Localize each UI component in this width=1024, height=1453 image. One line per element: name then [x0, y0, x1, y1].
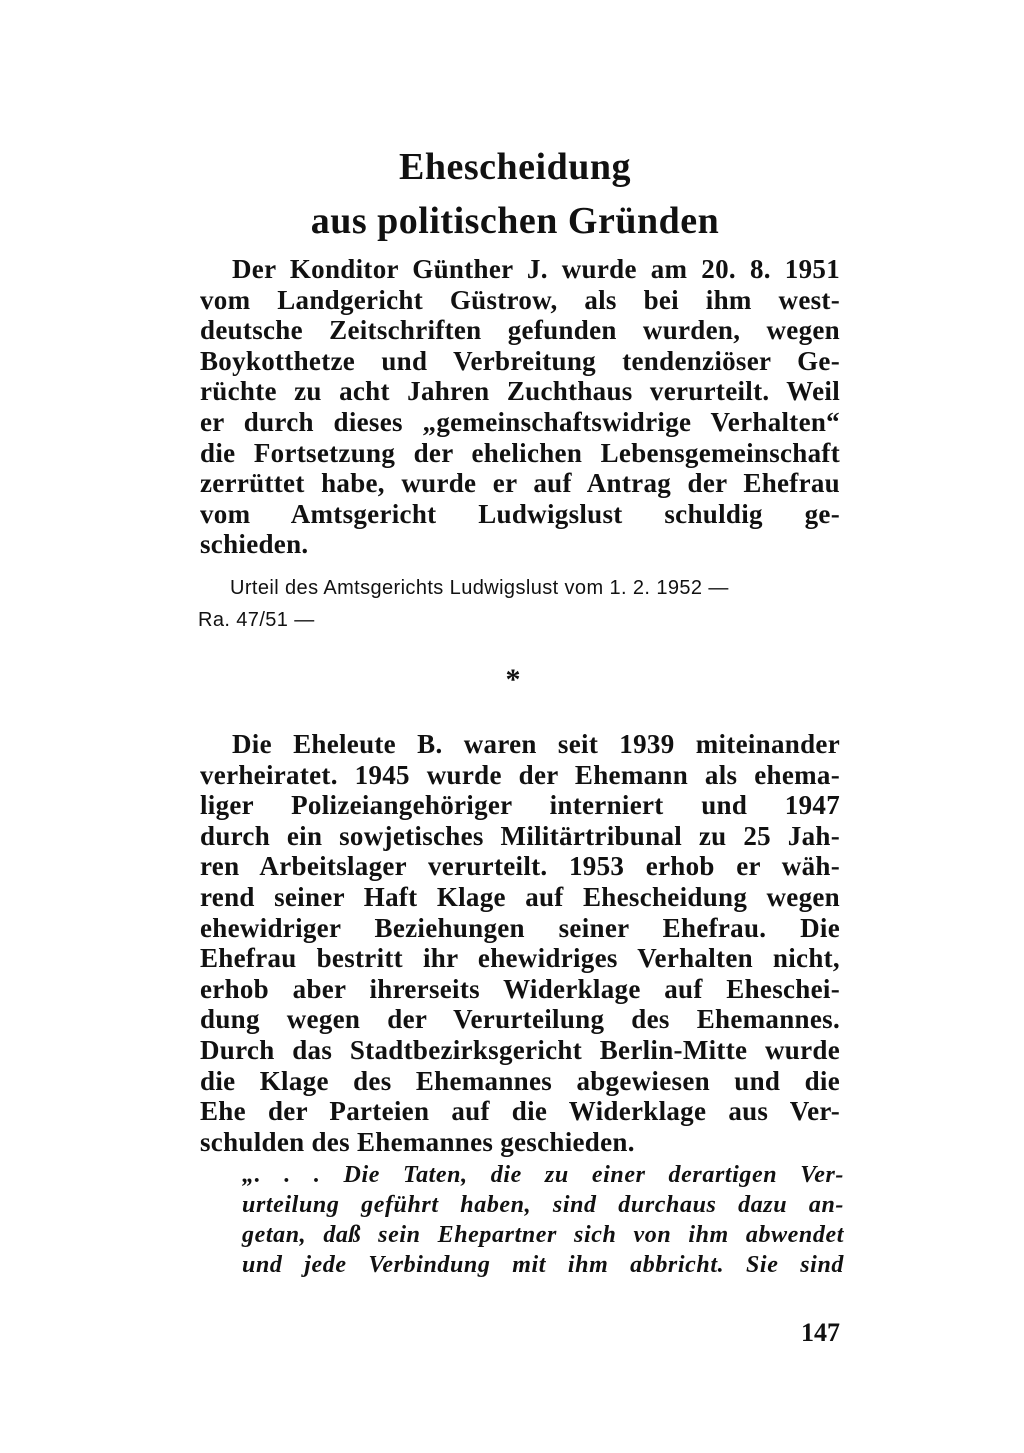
text-line: rend seiner Haft Klage auf Ehescheidung wegen: [200, 881, 840, 912]
citation-line: Ra. 47/51 —: [198, 609, 315, 631]
text-line: die Klage des Ehemannes abgewiesen und die: [200, 1065, 840, 1096]
paragraph-case-2: [200, 729, 840, 1157]
text-line: vom Landgericht Güstrow, als bei ihm west-: [200, 284, 840, 315]
text-line: rüchte zu acht Jahren Zuchthaus verurteilt. Weil: [200, 376, 840, 407]
citation-case-1: [198, 572, 838, 636]
text-line: deutsche Zeitschriften gefunden wurden, wegen: [200, 315, 840, 346]
text-line: vom Amtsgericht Ludwigslust schuldig ge-: [200, 498, 840, 529]
text-line: er durch dieses „gemeinschaftswidrige Verhalten“: [200, 406, 840, 437]
text-line: Durch das Stadtbezirksgericht Berlin-Mitte wurde: [200, 1034, 840, 1065]
page-number: 147: [801, 1318, 840, 1347]
text-line: Ehefrau bestritt ihr ehewidriges Verhalten nicht,: [200, 943, 840, 974]
quoted-judgment: [242, 1160, 844, 1280]
text-line: erhob aber ihrerseits Widerklage auf Eheschei-: [200, 973, 840, 1004]
asterisk-separator: *: [505, 663, 521, 696]
paragraph-case-1: [200, 254, 840, 560]
text-line: zerrüttet habe, wurde er auf Antrag der Ehefrau: [200, 468, 840, 499]
text-line: dung wegen der Verurteilung des Ehemannes.: [200, 1004, 840, 1035]
page-title: [200, 140, 830, 248]
text-line: die Fortsetzung der ehelichen Lebensgemeinschaft: [200, 437, 840, 468]
title-line-1: Ehescheidung: [399, 146, 631, 188]
quote-line: urteilung geführt haben, sind durchaus dazu an-: [242, 1192, 844, 1218]
quote-line: und jede Verbindung mit ihm abbricht. Sie sind: [242, 1252, 844, 1278]
text-line: Die Eheleute B. waren seit 1939 miteinander: [232, 729, 840, 759]
text-line: schulden des Ehemannes geschieden.: [200, 1126, 635, 1157]
text-line: schieden.: [200, 529, 309, 560]
title-line-2: aus politischen Gründen: [310, 200, 720, 242]
text-line: ren Arbeitslager verurteilt. 1953 erhob er wäh-: [200, 851, 840, 882]
text-line: durch ein sowjetisches Militärtribunal zu 25 Jah-: [200, 820, 840, 851]
text-line: Der Konditor Günther J. wurde am 20. 8. 1951: [232, 254, 840, 284]
text-line: ehewidriger Beziehungen seiner Ehefrau. Die: [200, 912, 840, 943]
citation-line: Urteil des Amtsgerichts Ludwigslust vom 1. 2. 1952 —: [230, 577, 729, 599]
text-line: verheiratet. 1945 wurde der Ehemann als ehema-: [200, 759, 840, 790]
quote-line: getan, daß sein Ehepartner sich von ihm abwendet: [242, 1222, 844, 1248]
quote-line: „. . . Die Taten, die zu einer derartigen Ver-: [242, 1162, 844, 1188]
text-line: liger Polizeiangehöriger interniert und 1947: [200, 790, 840, 821]
text-line: Ehe der Parteien auf die Widerklage aus Ver-: [200, 1096, 840, 1127]
text-line: Boykotthetze und Verbreitung tendenziöser Ge-: [200, 345, 840, 376]
